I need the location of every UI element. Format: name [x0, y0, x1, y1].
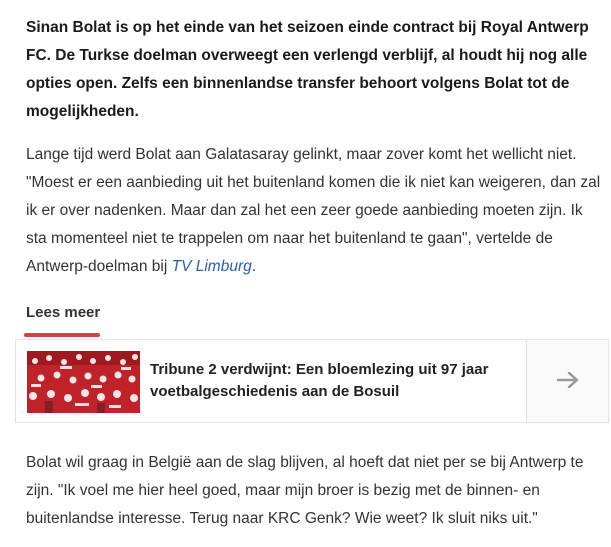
paragraph-end: . [251, 258, 257, 275]
read-more-accent-bar [24, 333, 100, 337]
card-thumbnail[interactable] [27, 351, 140, 413]
tv-limburg-link[interactable]: TV Limburg [171, 258, 252, 275]
arrow-right-icon [557, 367, 579, 395]
card-arrow-button[interactable] [526, 340, 608, 422]
article-paragraph: Bolat wil graag in België aan de slag blijven, al hoeft dat niet per se bij Antwerp te zijn. "Ik voel me hier heel goed, maar mijn broer is bezig met de binnen- en buitenlandse interesse. Terug naar KRC Genk? Wie weet? Ik sluit niks uit." [26, 454, 584, 527]
paragraph-text: Lange tijd werd Bolat aan Galatasaray gelinkt, maar zover komt het wellicht niet. "Moest er een aanbieding uit het buitenland komen die ik niet kan weigeren, dan zal ik er over nadenken. Maar dan zal het een zeer goede aanbieding moeten zijn. Ik sta momenteel niet te trappelen om naar het buitenland te gaan", vertelde de Antwerp-doelman bij [26, 146, 601, 275]
card-title[interactable]: Tribune 2 verdwijnt: Een bloemlezing uit 97 jaar voetbalgeschiedenis aan de Bosuil [150, 361, 489, 400]
crowd-image [27, 351, 140, 413]
read-more-card[interactable] [15, 339, 609, 423]
article-paragraph [26, 141, 601, 281]
read-more-heading: Lees meer [26, 304, 101, 321]
article-intro: Sinan Bolat is op het einde van het seizoen einde contract bij Royal Antwerp FC. De Turkse doelman overweegt een verlengd verblijf, al houdt hij nog alle opties open. Zelfs een binnenlandse transfer behoort volgens Bolat tot de mogelijkheden. [26, 19, 589, 120]
